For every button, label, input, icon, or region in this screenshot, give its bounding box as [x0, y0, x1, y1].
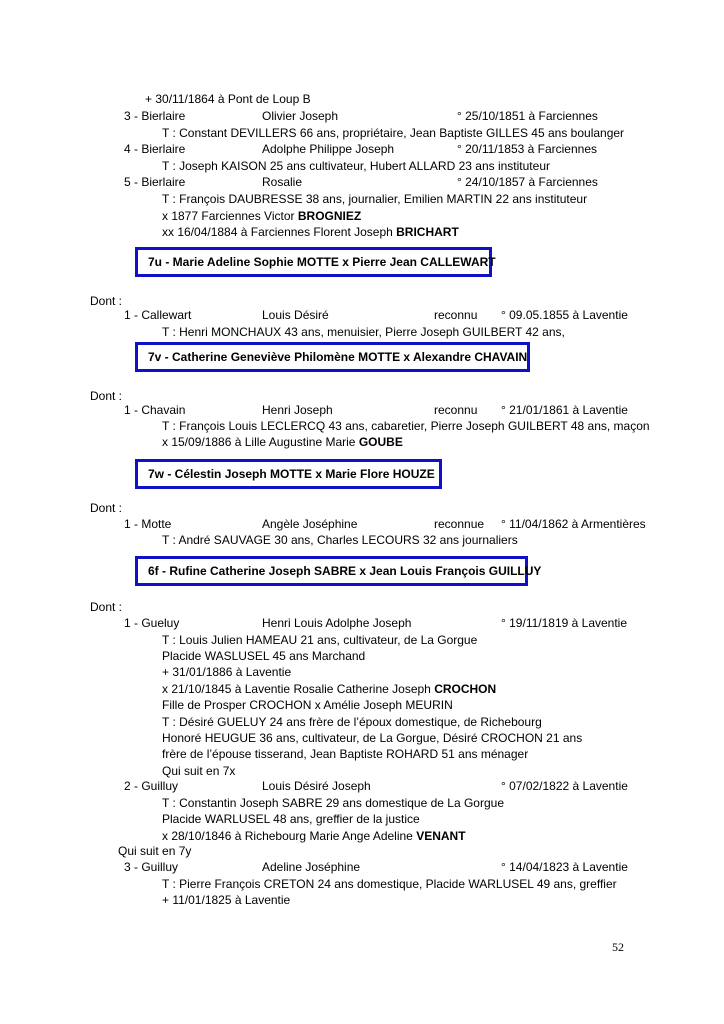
child-name: 2 - Guilluy [124, 779, 179, 793]
marriage-line: xx 16/04/1884 à Farciennes Florent Joseph BRICHART [162, 225, 459, 239]
child-name: 1 - Callewart [124, 308, 192, 322]
witness-line: T : François DAUBRESSE 38 ans, journalier, Emilien MARTIN 22 ans instituteur [162, 192, 588, 206]
child-firstname: Henri Joseph [262, 403, 333, 417]
child-row-f3 [0, 859, 724, 875]
follow-line: Qui suit en 7x [162, 764, 236, 778]
child-name: 1 - Motte [124, 517, 172, 531]
child-firstname: Adeline Joséphine [262, 860, 361, 874]
child-recognition: reconnue [434, 517, 485, 531]
dont-label: Dont : [90, 294, 123, 308]
section-header-7u: 7u - Marie Adeline Sophie MOTTE x Pierre Jean CALLEWART [135, 247, 492, 277]
child-name: 3 - Bierlaire [124, 109, 186, 123]
child-row-5 [0, 174, 724, 190]
witness-line: T : Constantin Joseph SABRE 29 ans domestique de La Gorgue [162, 796, 504, 810]
child-firstname: Olivier Joseph [262, 109, 339, 123]
child-birth: ° 19/11/1819 à Laventie [501, 616, 628, 630]
witness-line: T : André SAUVAGE 30 ans, Charles LECOURS 32 ans journaliers [162, 533, 518, 547]
child-birth: ° 11/04/1862 à Armentières [501, 517, 646, 531]
marriage-line: x 28/10/1846 à Richebourg Marie Ange Adeline VENANT [162, 829, 466, 843]
child-firstname: Louis Désiré Joseph [262, 779, 371, 793]
child-birth: ° 21/01/1861 à Laventie [501, 403, 628, 417]
death-line: + 30/11/1864 à Pont de Loup B [145, 92, 311, 106]
child-firstname: Henri Louis Adolphe Joseph [262, 616, 412, 630]
child-row-f1 [0, 615, 724, 631]
child-birth: ° 20/11/1853 à Farciennes [457, 142, 598, 156]
child-recognition: reconnu [434, 403, 478, 417]
marriage-line: x 15/09/1886 à Lille Augustine Marie GOUBE [162, 435, 403, 449]
section-header-7v: 7v - Catherine Geneviève Philomène MOTTE x Alexandre CHAVAIN [135, 342, 530, 372]
page-number: 52 [612, 940, 624, 954]
witness-line: frère de l’épouse tisserand, Jean Baptiste ROHARD 51 ans ménager [162, 747, 529, 761]
child-firstname: Adolphe Philippe Joseph [262, 142, 395, 156]
dont-label: Dont : [90, 501, 123, 515]
follow-line: Qui suit en 7y [118, 844, 192, 858]
child-name: 1 - Gueluy [124, 616, 180, 630]
witness-line: T : Constant DEVILLERS 66 ans, propriétaire, Jean Baptiste GILLES 45 ans boulanger [162, 126, 625, 140]
child-birth: ° 24/10/1857 à Farciennes [457, 175, 598, 189]
parents-line: Fille de Prosper CROCHON x Amélie Joseph MEURIN [162, 698, 453, 712]
witness-line: Placide WARLUSEL 48 ans, greffier de la justice [162, 812, 420, 826]
witness-line: T : Henri MONCHAUX 43 ans, menuisier, Pierre Joseph GUILBERT 42 ans, [162, 325, 565, 339]
child-name: 1 - Chavain [124, 403, 186, 417]
child-row-4 [0, 141, 724, 157]
child-name: 3 - Guilluy [124, 860, 179, 874]
child-row-f2 [0, 778, 724, 794]
witness-line: T : Joseph KAISON 25 ans cultivateur, Hubert ALLARD 23 ans instituteur [162, 159, 550, 173]
witness-line: T : François Louis LECLERCQ 43 ans, cabaretier, Pierre Joseph GUILBERT 48 ans, maçon [162, 419, 650, 433]
death-line: + 11/01/1825 à Laventie [162, 893, 291, 907]
dont-label: Dont : [90, 600, 123, 614]
child-row-u1 [0, 307, 724, 323]
child-row-3 [0, 108, 724, 124]
witness-line: Honoré HEUGUE 36 ans, cultivateur, de La Gorgue, Désiré CROCHON 21 ans [162, 731, 583, 745]
child-birth: ° 09.05.1855 à Laventie [501, 308, 628, 322]
death-line: + 31/01/1886 à Laventie [162, 665, 292, 679]
witness-line: Placide WASLUSEL 45 ans Marchand [162, 649, 366, 663]
witness-line: T : Désiré GUELUY 24 ans frère de l’époux domestique, de Richebourg [162, 715, 542, 729]
witness-line: T : Pierre François CRETON 24 ans domestique, Placide WARLUSEL 49 ans, greffier [162, 877, 617, 891]
witness-line: T : Louis Julien HAMEAU 21 ans, cultivateur, de La Gorgue [162, 633, 478, 647]
child-firstname: Angèle Joséphine [262, 517, 358, 531]
child-birth: ° 14/04/1823 à Laventie [501, 860, 628, 874]
child-firstname: Rosalie [262, 175, 303, 189]
section-header-7w: 7w - Célestin Joseph MOTTE x Marie Flore HOUZE [135, 459, 442, 489]
child-name: 4 - Bierlaire [124, 142, 186, 156]
dont-label: Dont : [90, 389, 123, 403]
section-header-6f: 6f - Rufine Catherine Joseph SABRE x Jean Louis François GUILLUY [135, 556, 528, 586]
marriage-line: x 1877 Farciennes Victor BROGNIEZ [162, 209, 362, 223]
child-recognition: reconnu [434, 308, 478, 322]
child-firstname: Louis Désiré [262, 308, 329, 322]
child-name: 5 - Bierlaire [124, 175, 186, 189]
child-row-w1 [0, 516, 724, 532]
child-birth: ° 07/02/1822 à Laventie [501, 779, 628, 793]
marriage-line: x 21/10/1845 à Laventie Rosalie Catherine Joseph CROCHON [162, 682, 497, 696]
child-birth: ° 25/10/1851 à Farciennes [457, 109, 598, 123]
child-row-v1 [0, 402, 724, 418]
